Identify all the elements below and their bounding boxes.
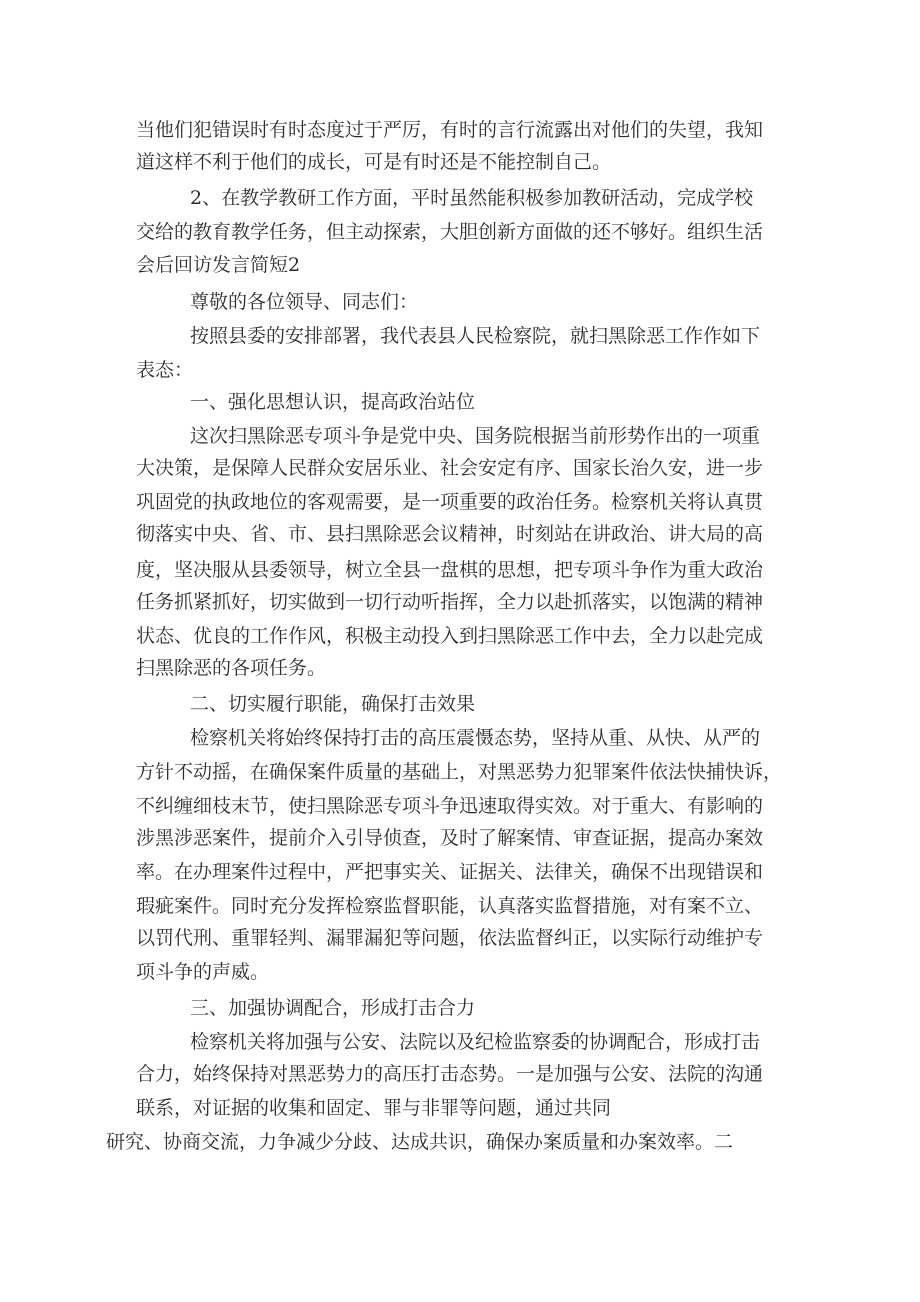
- text-line: 瑕疵案件。同时充分发挥检察监督职能，认真落实监督措施，对有案不立、: [136, 895, 764, 917]
- text-line: 项斗争的声威。: [136, 961, 270, 983]
- text-line: 率。在办理案件过程中，严把事实关、证据关、法律关，确保不出现错误和: [136, 861, 764, 883]
- text-line: 尊敬的各位领导、同志们：: [190, 291, 419, 313]
- section-heading: 二、切实履行职能，确保打击效果: [190, 693, 476, 715]
- text-line: 交给的教育教学任务，但主动探索，大胆创新方面做的还不够好。组织生活: [136, 221, 764, 243]
- section-heading: 一、强化思想认识，提高政治站位: [190, 391, 476, 413]
- text-line: 联系，对证据的收集和固定、罪与非罪等问题，通过共同: [136, 1097, 612, 1119]
- text-line: 涉黑涉恶案件，提前介入引导侦查，及时了解案情、审查证据，提高办案效: [136, 827, 764, 849]
- text-line: 按照县委的安排部署，我代表县人民检察院，就扫黑除恶工作作如下: [190, 325, 761, 347]
- text-line: 方针不动摇，在确保案件质量的基础上，对黑恶势力犯罪案件依法快捕快诉，: [136, 761, 783, 783]
- text-line: 表态：: [136, 359, 194, 381]
- section-heading: 三、加强协调配合，形成打击合力: [190, 997, 476, 1019]
- text-line: 研究、协商交流，力争减少分歧、达成共识，确保办案质量和办案效率。二: [106, 1131, 734, 1153]
- text-line: 检察机关将加强与公安、法院以及纪检监察委的协调配合，形成打击: [190, 1031, 761, 1053]
- text-line: 不纠缠细枝末节，使扫黑除恶专项斗争迅速取得实效。对于重大、有影响的: [136, 795, 764, 817]
- text-line: 道这样不利于他们的成长，可是有时还是不能控制自己。: [136, 151, 612, 173]
- text-line: 检察机关将始终保持打击的高压震慑态势，坚持从重、从快、从严的: [190, 727, 761, 749]
- text-line: 当他们犯错误时有时态度过于严厉，有时的言行流露出对他们的失望，我知: [136, 119, 764, 141]
- text-line: 度，坚决服从县委领导，树立全县一盘棋的思想，把专项斗争作为重大政治: [136, 559, 764, 581]
- text-line: 状态、优良的工作作风，积极主动投入到扫黑除恶工作中去，全力以赴完成: [136, 625, 764, 647]
- text-line: 巩固党的执政地位的客观需要，是一项重要的政治任务。检察机关将认真贯: [136, 491, 764, 513]
- text-line: 彻落实中央、省、市、县扫黑除恶会议精神，时刻站在讲政治、讲大局的高: [136, 523, 764, 545]
- text-line: 会后回访发言简短2: [136, 254, 301, 276]
- text-line: 2、在教学教研工作方面，平时虽然能积极参加教研活动，完成学校: [190, 187, 754, 209]
- text-line: 这次扫黑除恶专项斗争是党中央、国务院根据当前形势作出的一项重: [190, 425, 761, 447]
- text-line: 以罚代刑、重罪轻判、漏罪漏犯等问题，依法监督纠正，以实际行动维护专: [136, 927, 764, 949]
- text-line: 任务抓紧抓好，切实做到一切行动听指挥，全力以赴抓落实，以饱满的精神: [136, 591, 764, 613]
- text-line: 大决策，是保障人民群众安居乐业、社会安定有序、国家长治久安，进一步: [136, 457, 764, 479]
- text-line: 合力，始终保持对黑恶势力的高压打击态势。一是加强与公安、法院的沟通: [136, 1063, 764, 1085]
- text-line: 扫黑除恶的各项任务。: [136, 657, 327, 679]
